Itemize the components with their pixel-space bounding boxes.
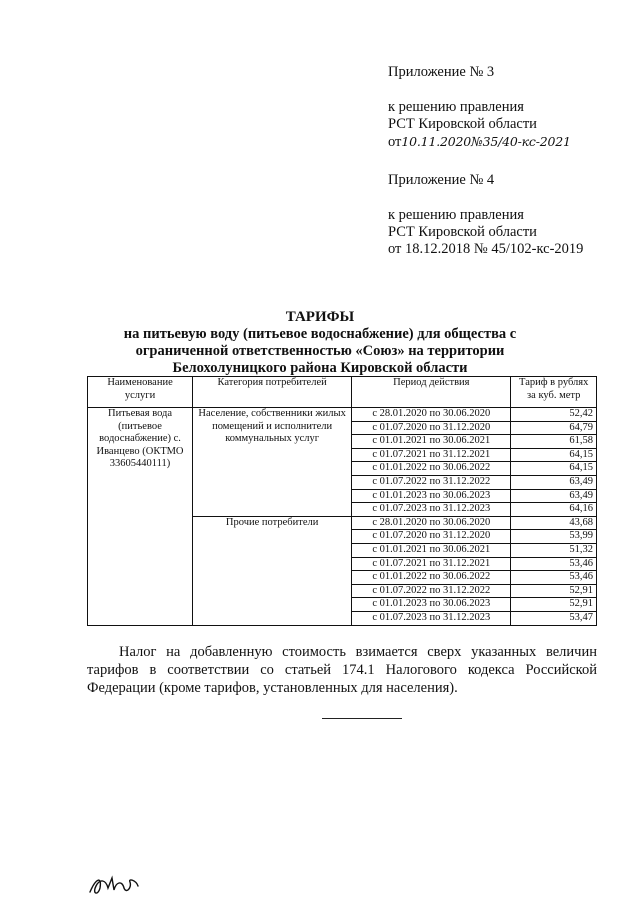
tariff-cell: 64,15 bbox=[511, 462, 597, 476]
period-cell: с 28.01.2020 по 30.06.2020 bbox=[352, 408, 511, 422]
header-tariff: Тариф в рублях за куб. метр bbox=[511, 377, 597, 408]
tariff-cell: 64,79 bbox=[511, 421, 597, 435]
appendix-3-label: Приложение № 3 bbox=[388, 64, 495, 80]
header-period: Период действия bbox=[352, 377, 511, 408]
title-line3: Белохолуницкого района Кировской области bbox=[172, 360, 468, 376]
handwritten-decision-number: 10.11.2020№35/40-кс-2021 bbox=[401, 134, 571, 149]
appendix-3-line2: РСТ Кировской области bbox=[388, 116, 537, 132]
period-cell: с 01.01.2023 по 30.06.2023 bbox=[352, 598, 511, 612]
category-cell: Прочие потребители bbox=[193, 516, 352, 625]
appendix-4-line1: к решению правления bbox=[388, 207, 524, 223]
appendix-3-date-prefix: от bbox=[388, 134, 402, 150]
divider-line bbox=[322, 718, 402, 719]
tariff-cell: 61,58 bbox=[511, 435, 597, 449]
period-cell: с 01.07.2022 по 31.12.2022 bbox=[352, 475, 511, 489]
tariff-cell: 51,32 bbox=[511, 543, 597, 557]
category-cell: Население, собственники жилых помещений и исполнители коммунальных услуг bbox=[193, 408, 352, 517]
period-cell: с 01.07.2021 по 31.12.2021 bbox=[352, 448, 511, 462]
period-cell: с 01.01.2021 по 30.06.2021 bbox=[352, 543, 511, 557]
appendix-4-line2: РСТ Кировской области bbox=[388, 224, 537, 240]
appendix-4-line3: от 18.12.2018 № 45/102-кс-2019 bbox=[388, 241, 584, 257]
period-cell: с 01.07.2020 по 31.12.2020 bbox=[352, 421, 511, 435]
tariff-cell: 53,46 bbox=[511, 571, 597, 585]
tariff-cell: 53,99 bbox=[511, 530, 597, 544]
period-cell: с 01.07.2022 по 31.12.2022 bbox=[352, 584, 511, 598]
title-main: ТАРИФЫ bbox=[285, 309, 355, 325]
period-cell: с 01.01.2022 по 30.06.2022 bbox=[352, 462, 511, 476]
table-row bbox=[88, 408, 597, 422]
period-cell: с 01.07.2021 по 31.12.2021 bbox=[352, 557, 511, 571]
vat-note: Налог на добавленную стоимость взимается сверх указанных величин тарифов в соответствии со статьей 174.1 Налогового кодекса Российской Федерации (кроме тарифов, установленных для населения). bbox=[87, 644, 597, 696]
tariff-cell: 52,91 bbox=[511, 584, 597, 598]
appendix-4-block bbox=[388, 172, 583, 258]
document-title bbox=[100, 309, 540, 377]
tariff-cell: 64,16 bbox=[511, 503, 597, 517]
tariff-cell: 53,46 bbox=[511, 557, 597, 571]
period-cell: с 01.07.2023 по 31.12.2023 bbox=[352, 503, 511, 517]
period-cell: с 01.01.2023 по 30.06.2023 bbox=[352, 489, 511, 503]
tariff-cell: 52,91 bbox=[511, 598, 597, 612]
appendix-4-label: Приложение № 4 bbox=[388, 172, 495, 188]
appendix-3-line1: к решению правления bbox=[388, 99, 524, 115]
header-category: Категория потребителей bbox=[193, 377, 352, 408]
period-cell: с 28.01.2020 по 30.06.2020 bbox=[352, 516, 511, 530]
appendix-3-date-line bbox=[388, 133, 571, 151]
tariff-cell: 64,15 bbox=[511, 448, 597, 462]
tariff-cell: 53,47 bbox=[511, 611, 597, 625]
period-cell: с 01.01.2022 по 30.06.2022 bbox=[352, 571, 511, 585]
tariff-cell: 63,49 bbox=[511, 475, 597, 489]
appendix-3-block bbox=[388, 64, 571, 151]
tariff-cell: 63,49 bbox=[511, 489, 597, 503]
period-cell: с 01.07.2020 по 31.12.2020 bbox=[352, 530, 511, 544]
period-cell: с 01.07.2023 по 31.12.2023 bbox=[352, 611, 511, 625]
period-cell: с 01.01.2021 по 30.06.2021 bbox=[352, 435, 511, 449]
title-line2: ограниченной ответственностью «Союз» на территории bbox=[135, 343, 505, 359]
tariffs-table bbox=[87, 376, 597, 626]
service-name-cell: Питьевая вода (питьевое водоснабжение) с. Иванцево (ОКТМО 33605440111) bbox=[88, 408, 193, 626]
tariff-cell: 43,68 bbox=[511, 516, 597, 530]
title-line1: на питьевую воду (питьевое водоснабжение) для общества с bbox=[123, 326, 517, 342]
tariff-cell: 52,42 bbox=[511, 408, 597, 422]
signature-icon bbox=[86, 868, 146, 898]
header-service: Наименование услуги bbox=[88, 377, 193, 408]
table-header-row bbox=[88, 377, 597, 408]
